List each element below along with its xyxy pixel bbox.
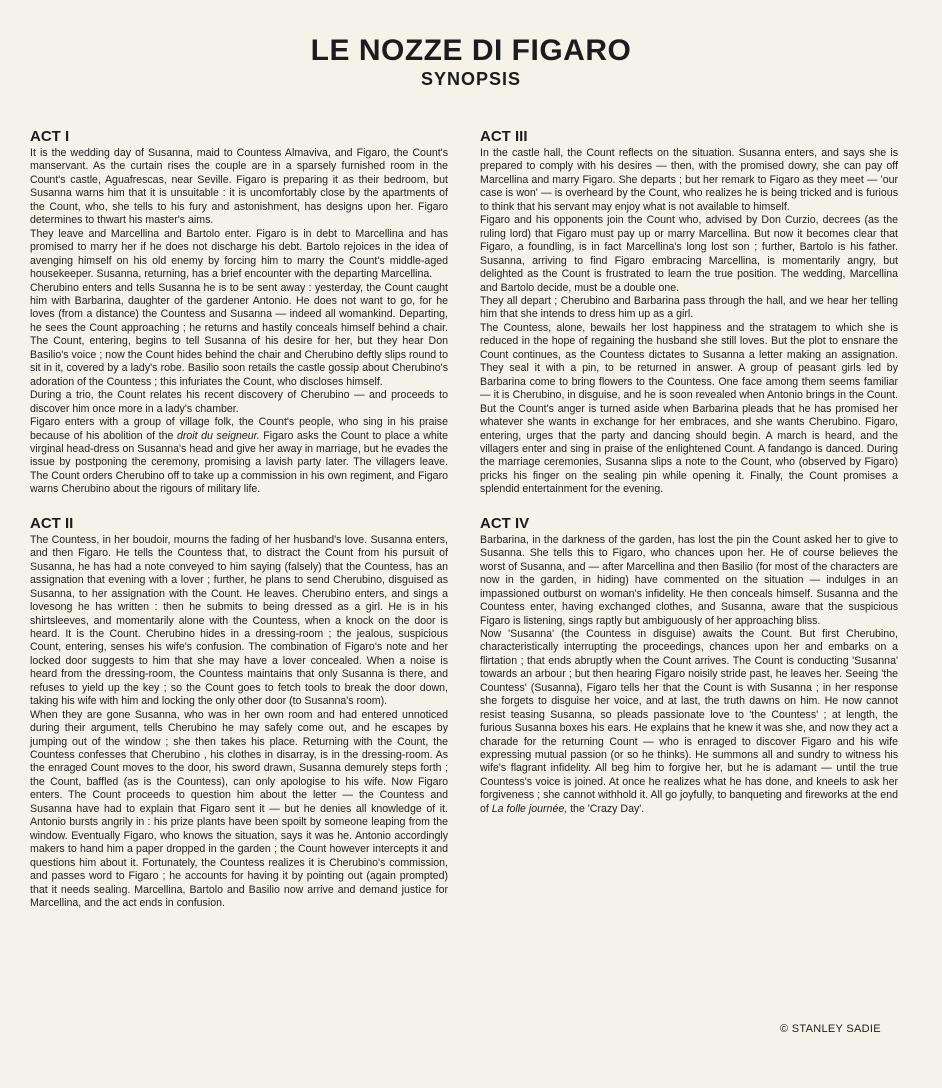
act-3-paragraph-1: In the castle hall, the Count reflects on the situation. Susanna enters, and says she is prepared to comply with his desires — then, with the promised dowry, she can pay off Marcellina and marry Figaro. She departs ; but her remark to Figaro as they meet — 'our case is won' — is overheard by the Count, who realizes he is being tricked and is furious to think that his servant may enjoy what is not available to himself.: [480, 147, 898, 213]
act-4-paragraph-1: Barbarina, in the darkness of the garden, has lost the pin the Count asked her to give to Susanna. She tells this to Figaro, who chances upon her. He of course believes the worst of Susanna, and — after Marcellina and then Basilio (for most of the characters are now in the garden, in hiding) have commented on the situation — indulges in an impassioned outburst on woman's infidelity. He then conceals himself. Susanna and the Countess enter, having exchanged clothes, and Susanna, aware that the suspicious Figaro is listening, sings raptly but ambiguously of her approaching bliss.: [480, 533, 898, 627]
act-1-paragraph-1: It is the wedding day of Susanna, maid to Countess Almaviva, and Figaro, the Count's manservant. As the curtain rises the couple are in a sparsely furnished room in the Count's castle, Aguafrescas, near Seville. Figaro is preparing it as their bedroom, but Susanna warns him that it is unsuitable : it is uncomfortably close by the apartments of the Count, who, she tells to his fury and astonishment, has designs upon her. Figaro determines to thwart his master's aims.: [30, 147, 448, 227]
act-1-section: [30, 128, 448, 497]
page-title: LE NOZZE DI FIGARO: [310, 34, 632, 67]
act-4-heading: ACT IV: [480, 514, 530, 532]
act-3-heading: ACT III: [480, 128, 528, 145]
act-1-paragraph-2: They leave and Marcellina and Bartolo enter. Figaro is in debt to Marcellina and has promised to marry her if he does not discharge his debt. Bartolo rejoices in the idea of avenging himself on his old enemy by forcing him to marry the Count's middle-aged housekeeper. Susanna, returning, has a brief encounter with the departing Marcellina.: [30, 227, 448, 281]
act-2-paragraph-1: The Countess, in her boudoir, mourns the fading of her husband's love. Susanna enters, and then Figaro. He tells the Countess that, to distract the Count from his pursuit of Susanna, he has had a note conveyed to him saying (falsely) that the Countess, has an assignation that evening with a lover ; further, he plans to send Cherubino, disguised as Susanna, to her assignation with the Count. He leaves. Cherubino enters, and sings a lovesong he has written : then he submits to being dressed as a girl. He is in his shirtsleeves, and momentarily alone with the Countess, when a knock on the door is heard. It is the Count. Cherubino hides in a dressing-room ; the jealous, suspicious Count, entering, senses his wife's confusion. The combination of Figaro's note and her locked door suggests to him that she may have a lover concealed. When a noise is heard from the dressing-room, the Countess maintains that only Susanna is there, and refuses to yield up the key ; so the Count goes to fetch tools to break the door down, taking his wife with him and locking the only other door (to Susanna's room).: [30, 533, 448, 708]
act-3-paragraph-2: Figaro and his opponents join the Count who, advised by Don Curzio, decrees (as the ruling lord) that Figaro must pay up or marry Marcellina. But now it becomes clear that Figaro, a foundling, is in fact Marcellina's long lost son ; further, Bartolo is his father. Susanna, arriving to find Figaro embracing Marcellina, is momentarily angry, but delighted as the Count is frustrated to learn the true position. The wedding, Marcellina and Bartolo decide, must be a double one.: [480, 214, 898, 294]
act-1-paragraph-5: [30, 416, 448, 497]
act-1-paragraph-3: Cherubino enters and tells Susanna he is to be sent away : yesterday, the Count caught him with Barbarina, daughter of the gardener Antonio. He does not want to go, for he loves (from a distance) the Countess and Susanna — indeed all womankind. Departing, he sees the Count approaching ; he returns and hastily conceals himself behind a chair. The Count, entering, begins to tell Susanna of his desire for her, but they hear Don Basilio's voice ; now the Count hides behind the chair and Cherubino deftly slips round to sit in it, covered by a lady's robe. Basilio soon retails the castle gossip about Cherubino's adoration of the Countess ; this infuriates the Count, who discloses himself.: [30, 281, 448, 388]
page-subtitle: SYNOPSIS: [420, 69, 522, 89]
act-4-section: [480, 515, 898, 817]
left-column: [30, 128, 448, 928]
act-1-p5-italic: droit du seigneur.: [176, 429, 260, 442]
author-credit: © STANLEY SADIE: [780, 1023, 881, 1035]
act-3-section: [480, 128, 898, 497]
act-2-heading: ACT II: [30, 514, 74, 532]
act-4-p2-text-b: the 'Crazy Day'.: [567, 802, 645, 815]
act-3-paragraph-3: They all depart ; Cherubino and Barbarina pass through the hall, and we hear her telling him that she intends to dress him up as a girl.: [480, 294, 898, 321]
act-4-p2-italic: La folle journée,: [491, 802, 568, 815]
act-2-paragraph-2: When they are gone Susanna, who was in her own room and had entered unnoticed during their argument, tells Cherubino he may safely come out, and he escapes by jumping out of the window ; she then takes his place. Returning with the Count, the Countess confesses that Cherubino , his clothes in disarray, is in the dressing-room. As the enraged Count moves to the door, his sword drawn, Susanna demurely steps forth ; the Count, baffled (as is the Countess), can only apologise to his wife. Now Figaro enters. The Count proceeds to question him about the letter — the Countess and Susanna have had to explain that Figaro sent it — but he denies all knowledge of it. Antonio bursts angrily in : his prize plants have been spoilt by someone leaping from the window. Eventually Figaro, who knows the situation, says it was he. Antonio accordingly makers to hand him a paper dropped in the garden ; the Count however intercepts it and questions him about it. Fortunately, the Countess realizes it is Cherubino's commission, and passes word to Figaro ; he accounts for having it by pointing out (again prompted) that it needs sealing. Marcellina, Bartolo and Basilio now arrive and demand justice for Marcellina, and the act ends in confusion.: [30, 708, 448, 910]
act-2-section: [30, 515, 448, 911]
act-4-p2-text-a: Now 'Susanna' (the Countess in disguise) awaits the Count. But first Cherubino, characteristically interrupting the proceedings, chances upon her and embarks on a flirtation ; that ends abruptly when the Count arrives. The Count is conducting 'Susanna' towards an arbour ; but then hearing Figaro noisily stride past, he leaves her. Seeing 'the Countess' (Susanna), Figaro tells her that the Count is with Susanna ; in her response she forgets to disguise her voice, and at last, the truth dawns on him. He now cannot resist teasing Susanna, so pleads passionate love to 'the Countess' ; at length, the furious Susanna boxes his ears. He explains that he knew it was she, and now they act a charade for the returning Count — who is enraged to discover Figaro and his wife expressing mutual passion (or so he thinks). He summons all and sundry to witness his wife's flagrant infidelity. All beg him to forgive her, but he is adamant — until the true Countess's voice is joined. At once he realizes what he has done, and kneels to ask her forgiveness ; she cannot withhold it. All go joyfully, to banqueting and fireworks at the end of: [480, 627, 898, 815]
title-block: [0, 34, 942, 90]
act-4-paragraph-2: [480, 628, 898, 816]
act-1-heading: ACT I: [30, 128, 70, 145]
right-column: [480, 128, 898, 834]
act-1-p5-text-a: Figaro enters with a group of village folk, the Count's people, who sing in his praise because of his abolition of the: [30, 416, 448, 442]
act-1-p5-text-b: Figaro asks the Count to place a white virginal head-dress on Susanna's head and give her away in marriage, but he evades the issue by postponing the ceremony, promising a lavish party later. The villagers leave. The Count orders Cherubino off to take up a commission in his own regiment, and Figaro warns Cherubino about the rigours of military life.: [30, 429, 448, 496]
act-1-paragraph-4: During a trio, the Count relates his recent discovery of Cherubino — and proceeds to discover him once more in a lady's chamber.: [30, 389, 448, 415]
act-3-paragraph-4: The Countess, alone, bewails her lost happiness and the stratagem to which she is reduced in the hope of regaining the husband she still loves. But the plot to ensnare the Count continues, as the Countess dictates to Susanna a letter making an assignation. They seal it with a pin, to be returned in answer. A group of peasant girls led by Barbarina come to bring flowers to the Countess. One face among them seems familiar — it is Cherubino, in disguise, and he is soon revealed when Antonio brings in the Count. But the Count's anger is turned aside when Barbarina pleads that he has promised her whatever she wants in exchange for her embraces, and she wants Cherubino. Figaro, entering, urges that the party and dancing should begin. A march is heard, and the villagers enter and sing in praise of the enlightened Count. A fandango is danced. During the marriage ceremonies, Susanna slips a note to the Count, who (observed by Figaro) pricks his finger on the sealing pin while opening it. Finally, the Count promises a splendid entertainment for the evening.: [480, 321, 898, 496]
